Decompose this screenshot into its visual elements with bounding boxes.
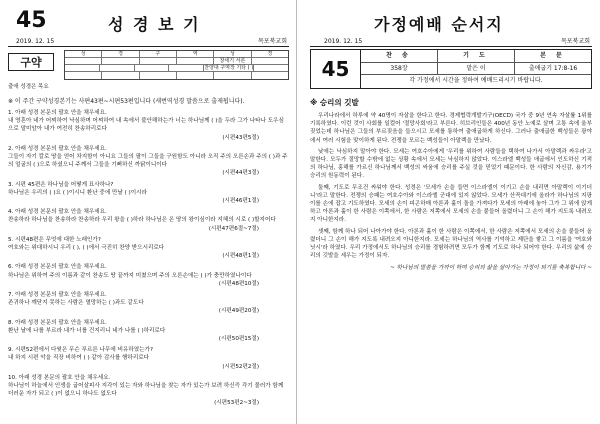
verse-reference: (시편48편10절) [218,280,259,287]
family-worship-page [300,0,600,424]
left-header [8,6,289,46]
question-prompt: 10. 아래 성경 본문의 괄호 안을 채우세요. [8,374,111,381]
order-header-row: 찬 송 기 도 본 문 [361,50,591,63]
sermon-paragraph: 셋째, 함께 하나 되어 나아가야 한다. 아론과 훌이 한 사람은 이쪽에서, 한 사람은 저쪽에서 모세의 손을 붙들어 올렸더니 그 손이 해가 지도록 내려오지 아니한지라. 모세는 하나님의 역사를 기억하고 제단을 쌓고 그 이름을 '여호와 닛시'라 하였다. 우리 가정에서도 하나님의 승리를 경험하려면 모두가 함께 기도로 하나 되어야 한다. 우리의 삶에 승리의 깃발을 세우는 가정이 되자. [310,228,592,260]
question-item [8,263,289,288]
question-verse: 하나님은 우리의 ( )요 ( )이시니 환난 중에 만날 ( )이시라 [8,189,147,196]
question-item [8,291,289,316]
verse-reference: (시편48편1절) [222,253,259,260]
note-text: 출애 성경은 목요 [8,84,49,90]
question-verse: 하나님이 하늘에서 인생을 굽어살피사 지각이 있는 자와 하나님을 찾는 자가 있는가 보려 하신즉 각기 물러가 함께 더러운 자가 되고 ( )이 없으니 하나도 없도다 [8,383,284,398]
question-verse: 찬송하라 하나님을 찬송하라 찬송하라 우리 왕을 ( )하라 하나님은 온 땅의 왕이심이라 지혜의 시로 ( )할지어다 [8,217,276,224]
question-prompt: 2. 아래 성경 본문의 괄호 안을 채우세요. [8,145,107,152]
sermon-paragraph: 둘째, 기도로 무조건 싸워야 한다. 성경은 '모세가 손을 들면 이스라엘이 이기고 손을 내리면 아말렉이 이기더니'라고 말한다. 전쟁의 승패는 여호수아와 이스라엘 군대에 있지 않았다. 모세가 산꼭대기에 올라가 하나님의 지팡이를 손에 잡고 기도하였다. 모세의 손이 피곤하매 아론과 훌이 돌을 가져다가 모세의 아래에 놓아 그가 그 위에 앉게 하고 아론과 훌이 한 사람은 이쪽에서, 한 사람은 저쪽에서 모세의 손을 붙들어 올렸더니 그 손이 해가 지도록 내려오지 아니한지라. [310,184,592,224]
question-verse: 내 하지 시편 악을 직장 비하여 ( ) 같아 감사를 행하리로다 [8,355,150,362]
question-prompt: 7. 아래 성경 본문의 괄호 안을 채우세요. [8,292,107,299]
page-title: 가정예배 순서지 [374,15,504,34]
order-note-row: 각 가정에서 시간을 정하여 예배드리시기 바랍니다. [409,77,543,85]
header-rule [8,46,289,47]
grid-row: 찬양대 구역장 기타 ( ) [65,65,288,72]
verse-reference: (시편46편1절) [222,198,259,205]
verse-reference: (시편44편3절) [222,170,259,177]
reading-grid [64,50,289,80]
question-verse: 내 영혼아 네가 어찌하여 낙심하며 어찌하여 내 속에서 불안해하는가 너는 하나님께 ( )을 두라 그가 나타나 도우심으로 말미암아 내가 여전히 찬송하리로다 [8,118,284,133]
question-prompt: 4. 아래 성경 본문의 괄호 안을 채우세요. [8,209,107,216]
intro-text: ※ 이 주간 구약성경본기는 사편43편~시편53편입니다 (새번역성경 말씀으로 출제됩니다). [8,98,245,105]
question-item [8,208,289,233]
question-prompt: 9. 시편52편에서 다윗은 무슨 푸르른 나무에 비유하였는가? [8,347,153,354]
issue-number: 45 [16,8,47,33]
verse-reference: (시편49편20절) [218,308,259,315]
question-verse: 환난 날에 나를 부르라 내가 너를 건지리니 네가 나를 ( )하리로다 [8,327,166,334]
issue-date: 2019. 12. 15 [324,38,363,45]
bible-reading-page [0,0,297,424]
question-item [8,236,289,261]
question-verse: 그들이 자기 칼로 땅을 얻어 차지함이 아니요 그들의 팔이 그들을 구원함도 아니라 오직 주의 오른손과 주의 ( )과 주의 얼굴의 ( )으로 하셨으니 주께서 그들을 기뻐하신 까닭이니이다 [8,154,288,169]
question-verse: 하나님은 위하여 주의 이름과 같이 찬송도 땅 끝까지 미쳤으며 주의 오른손에는 ( )가 충만하였나이다 [8,272,252,279]
verse-reference: (시편50편15절) [218,336,259,343]
grid-row: 창세기 서론 [65,58,288,65]
question-verse: 여호와는 위대하시니 우리 ( ), ( )에서 극진히 찬양 받으시리로다 [8,245,165,252]
question-item [8,374,289,407]
order-value-row: 358장 맡은 이 출애굽기 17:8-16 [361,63,591,76]
verse-reference: (시편52편2절) [222,363,259,370]
section-tag: 구약 [8,53,54,71]
right-header [310,6,592,46]
header-rule [310,46,592,47]
question-prompt: 1. 아래 성경 본문의 괄호 안을 채우세요. [8,110,107,116]
meta-block [8,50,289,80]
verse-reference: (시편53편2~3절) [214,399,259,406]
page-title: 성 경 보 기 [108,15,201,34]
grid-row [65,72,288,79]
question-item [8,319,289,344]
question-prompt: 8. 아래 성경 본문의 괄호 안을 채우세요. [8,319,107,326]
issue-number: 45 [311,50,361,88]
question-verse: 존귀하나 깨닫지 못하는 사람은 멸망하는 ( )과도 같도다 [8,300,144,307]
worship-order-table [310,49,592,89]
sermon-title: ※ 승리의 깃발 [310,98,359,107]
question-item [8,346,289,371]
question-item [8,109,289,142]
question-prompt: 6. 아래 성경 본문의 괄호 안을 채우세요. [8,264,107,271]
question-prompt: 3. 시편 45편은 하나님을 어떻게 묘사하나? [8,181,114,188]
church-name: 목포북교회 [561,38,590,45]
question-list [8,109,289,407]
church-name: 목포북교회 [258,38,287,45]
question-prompt: 5. 시편48편은 무엇에 대한 노래인가? [8,236,101,243]
grid-header-row: 성 경 구 역 성 경 [65,51,288,58]
question-item [8,145,289,178]
verse-reference: (시편43편5절) [222,134,259,141]
issue-date: 2019. 12. 15 [16,38,55,45]
sermon-paragraph: 우리나라에서 하루에 약 40명이 자살을 한다고 한다. 경제협력개발기구(OECD) 국가 중 9년 연속 자살률 1위를 기록하였다. 이런 것이 사회를 일컬어 '절망사회'라고 부른다. 히브리인들은 400년 동안 노예로 살며 고통 속에 울부짖었는데 하나님은 그들의 부르짖음을 들으시고 모세를 통하여 출애굽하게 하신다. 그러나 출애굽한 백성들은 광야에서 여러 시험을 맞이하게 된다. 전쟁을 모르는 백성들이 아말렉을 만났다. [310,113,592,144]
verse-reference: (시편47편6절~7절) [208,225,259,232]
sermon-body [310,112,592,260]
question-item [8,181,289,206]
closing-blessing: ~ 하나님의 말씀을 가까이 하며 승리의 삶을 살아가는 가정이 되기를 축복합니다 ~ [390,265,592,272]
sermon-paragraph: 낮에는 낙심하지 말아야 한다. 모세는 여호수아에게 '우리를 위하여 사람들을 택하여 나가서 아말렉과 싸우라'고 말한다. 모두가 절망할 수밖에 없는 상황 속에서 모세는 낙심하지 않았다. 이스라엘 백성들 애굽에서 인도하신 기적의 하나님, 홍해를 가르신 하나님께서 백성의 싸움에 승리를 주실 것을 믿었기 때문이다. 한 사람의 자신감, 용기가 승리의 원동력이 된다. [310,148,592,180]
